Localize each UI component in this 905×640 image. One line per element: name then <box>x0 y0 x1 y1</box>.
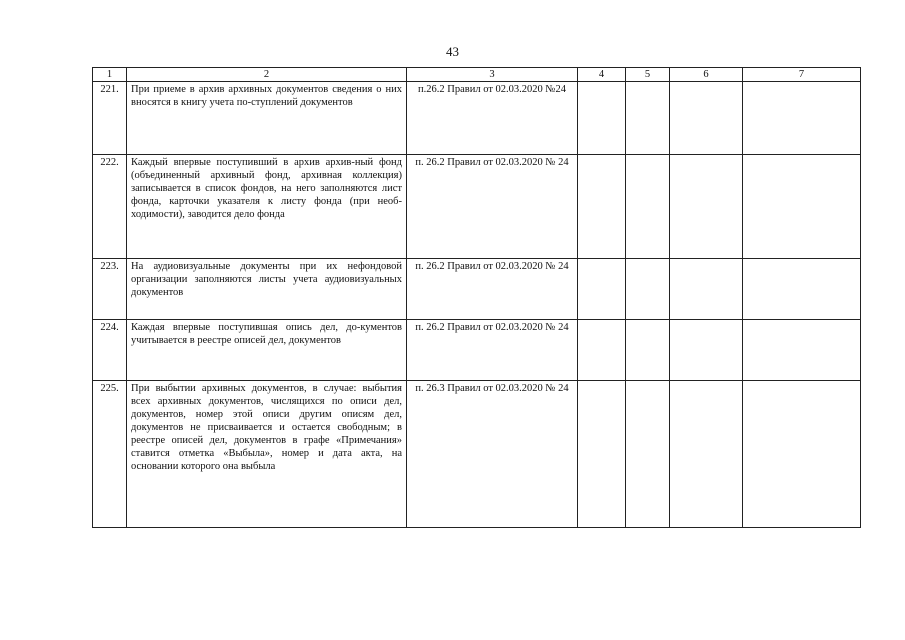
table-row <box>93 82 861 155</box>
column-header: 6 <box>670 68 743 82</box>
table-row <box>93 155 861 259</box>
row-reference: п.26.2 Правил от 02.03.2020 №24 <box>407 82 578 155</box>
empty-cell <box>670 155 743 259</box>
empty-cell <box>626 82 670 155</box>
page-number: 43 <box>446 44 459 59</box>
empty-cell <box>670 381 743 528</box>
row-number: 221. <box>93 82 127 155</box>
row-reference: п. 26.2 Правил от 02.03.2020 № 24 <box>407 155 578 259</box>
column-header: 3 <box>407 68 578 82</box>
row-reference: п. 26.2 Правил от 02.03.2020 № 24 <box>407 259 578 320</box>
empty-cell <box>626 155 670 259</box>
row-description: При приеме в архив архивных документов сведения о них вносятся в книгу учета по-ступлений документов <box>127 82 407 155</box>
row-description: Каждый впервые поступивший в архив архив-ный фонд (объединенный архивный фонд, архивная коллекция) записывается в список фондов, на него заполняются лист фонда, карточки указателя к листу фонда (при необ-ходимости), заводится дело фонда <box>127 155 407 259</box>
column-header: 2 <box>127 68 407 82</box>
row-number: 225. <box>93 381 127 528</box>
empty-cell <box>743 82 861 155</box>
empty-cell <box>578 259 626 320</box>
document-table <box>92 67 861 528</box>
empty-cell <box>578 155 626 259</box>
column-header: 4 <box>578 68 626 82</box>
table-row <box>93 381 861 528</box>
empty-cell <box>578 381 626 528</box>
empty-cell <box>670 82 743 155</box>
row-number: 224. <box>93 320 127 381</box>
table-header-row <box>93 68 861 82</box>
column-header: 5 <box>626 68 670 82</box>
table-row <box>93 320 861 381</box>
column-header: 7 <box>743 68 861 82</box>
empty-cell <box>670 320 743 381</box>
empty-cell <box>743 155 861 259</box>
empty-cell <box>578 82 626 155</box>
empty-cell <box>743 381 861 528</box>
empty-cell <box>626 381 670 528</box>
row-number: 223. <box>93 259 127 320</box>
column-header: 1 <box>93 68 127 82</box>
row-description: Каждая впервые поступившая опись дел, до-кументов учитывается в реестре описей дел, документов <box>127 320 407 381</box>
empty-cell <box>578 320 626 381</box>
row-reference: п. 26.3 Правил от 02.03.2020 № 24 <box>407 381 578 528</box>
empty-cell <box>670 259 743 320</box>
row-description: При выбытии архивных документов, в случае: выбытия всех архивных документов, числящихся по описи дел, документов, номер этой описи другим описям дел, документов не присваивается и остается свободным; в реестре описей дел, документов в графе «Примечания» ставится отметка «Выбыла», номер и дата акта, на основании которого она выбыла <box>127 381 407 528</box>
row-reference: п. 26.2 Правил от 02.03.2020 № 24 <box>407 320 578 381</box>
empty-cell <box>626 320 670 381</box>
empty-cell <box>743 259 861 320</box>
row-number: 222. <box>93 155 127 259</box>
table-row <box>93 259 861 320</box>
empty-cell <box>743 320 861 381</box>
row-description: На аудиовизуальные документы при их нефондовой организации заполняются листы учета аудиовизуальных документов <box>127 259 407 320</box>
empty-cell <box>626 259 670 320</box>
